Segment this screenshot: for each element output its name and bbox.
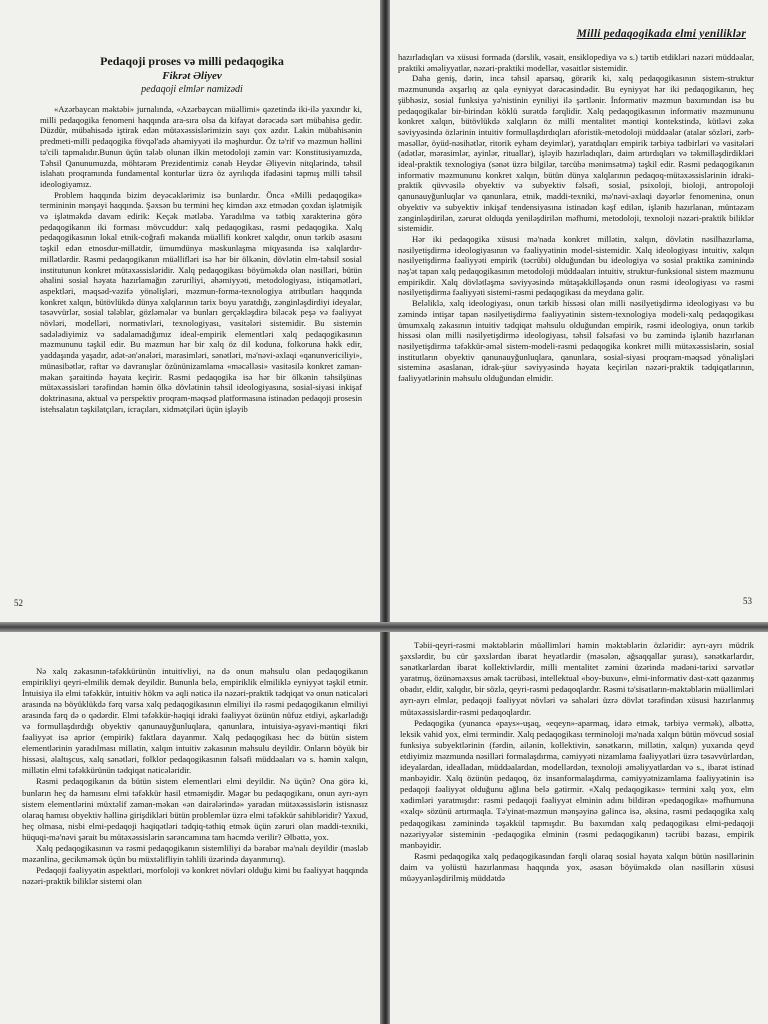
page-bottom-right xyxy=(388,630,768,1024)
article-author: Fikrət Əliyev xyxy=(162,70,222,82)
page-top-right xyxy=(388,0,768,625)
author-degree: pedaqoji elmlər namizədi xyxy=(141,84,243,95)
paragraph: «Azərbaycan məktəbi» jurnalında, «Azərbaycan müəllimi» qəzetində iki-ilə yaxındır ki, milli pedaqogika fenomeni haqqında ara-sıra olsa da kifayət dərəcədə sərt mübahisə gedir. Düzdür, mübahisədə iştirak edən mütəxəssislərimizin sayı çox azdır. Lakin mübahisənin predmeti-milli pedaqogika fövqəl'adə əhəmiyyəti ilə məşhurdur. Öz tə'rif və məzmun həllini tə'cili tapmalıdır.Bunun üçün tələb olunan ilkin metodoloji zəmin var: Konstitusiyamızda, Təhsil Qanunumuzda, möhtərəm Prezidentimiz cənab Heydər Əliyevin nitqlərində, təhsil islahatı proqramında fundamental konturlar üzrə öz ayrılıqda ifadəsini tapmış milli təhsil ideologiyamız. xyxy=(40,104,362,189)
paragraph: Təbii-qeyri-rəsmi məktəblərin müəllimləri həmin məktəblərin özləridir: ayrı-ayrı müdrik şəxslərdir, bu cür şəxslərdən ibarət heyətlərdir (məsələn, ağsaqqallar şurası), sənətkarlardır, sənətkarlardan ibarət kollektivlərdir, milli mentalitet zəmini üzərində mədəni-tarixi sərvətlər yaratmış, özünəməxsus əmək təcrübəsi, intellektual «boy-buxun», elmi-informativ dəst-xətt qazanmış obadır, eldir, xalqdır, bir sözlə, qeyri-rəsmi pedaqoqlardır. Rəsmi tə'sisatların-məktəblərin müəllimləri ayrı-ayrı elmlər, pedaqoji fəaliyyət növləri və sahələri üzrə dövlət tərəfindən xüsusi hazırlanmış mütəxəssislərdir-rəsmi pedaqoqlardır. xyxy=(400,640,754,717)
paragraph: Beləliklə, xalq ideologiyası, onun tərkib hissəsi olan milli nəsilyetişdirmə ideologiyası və bu zəmində intişar tapan nəsilyetişdirmə fəaliyyətinin sistem-texnologiya modeli-xalq pedaqogikası ümumxalq zəkasının intuitiv tədqiqat məhsulu olduğundan empirik, rəsmi ideologiya, onun tərkib hissəsi olan milli nəsilyetişdirmə ideologiyası, təhsil fəlsəfəsi və bu zəmində işlənib hazırlanan nəsilyetişdirmə təfəkkür-əməl sistem-modeli-rəsmi pedaqogika konkret milli mütəxəssislərin, sosial institutların obyektiv qanunauyğunluqlara, qanunlara, sosial-siyasi proqram-məqsəd yönəlişləri sisteminə əsaslanan, idrak-şüur səviyyəsində həyata keçirilən nəzəri-praktik tədqiqatlarının, fəaliyyətlərinin məhsulu olduğundan elmidir. xyxy=(398,298,754,384)
page-number: 53 xyxy=(743,596,752,606)
paragraph: Problem haqqında bizim deyəcəklərimiz isə bunlardır. Öncə «Milli pedaqogika» termininin mənşəyi haqqında. Şəxsən bu termini heç kimdən əxz etmədən çoxdan işlətmişik və işlətməkdə davam edirik: Keçək mətləbə. Yaradılma və tətbiq xarakterinə görə pedaqogikanın iki forması mövcuddur: xalq pedaqogikası, rəsmi pedaqogika. Xalq pedaqogikasının lokal etnik-coğrafi məkanda müəllifi konkret xalqdır, onun tərkib əsasını təşkil edən etnosdur-millətdir, ümumdünya məskunlaşma miqyasında isə xalqlardır-millətlərdir. Rəsmi pedaqogikanın müəllifləri isə hər bir ölkənin, dövlətin elm-təhsil sosial institutunun konkret mütəxəssisləridir. Xalq pedaqogikası böyüməkdə olan nəsilləri, bütün əhalini sosial həyata hazırlamağın zəruriliyi, əhəmiyyəti, metodologiyası, istiqamətləri, aspektləri, məqsəd-vəzifə yönəlişləri, məzmun-forma-texnologiya atributları haqqında konkret xalqın, bütövlükdə dünya xalqlarının tarix boyu yaratdığı, zənginləşdirdiyi ideyalar, təsəvvürlər, sosial tələblər, gözləmələr və bunları gerçəkləşdirə biləcək peşə və fəaliyyət növləri, modelləri, normativləri, texnologiyası, vasitələri sistemidir. Bu sistemin sadələdiyimiz və sadalamadığımız ideal-empirik elementləri xalq pedaqogikasının məzmununu təşkil edir. Bu məzmun hər bir xalq öz dil koduna, folkoruna həkk edir, yaddaşında yaşadır, adət-ən'ənələri, mərasimləri, sənətləri, mə'nəvi-əxlaqi «qanunvericiliyi», münasibətlər, rəftar və davranışlar özününizamlama «məcəlləsi» vasitəsilə konkret zaman-məkan şəraitində həyata keçirir. Rəsmi pedaqogika isə hər bir ölkənin təhsilşünas mütəxəssisləri tərəfindən həmin ölkə dövlətinin təhsil ideologiyasına, sosial-siyasi inkişaf doktrinasına, aktual və perspektiv proqram-məqsəd platformasına istinadən pedaqoji prosesin istehsalatın təşkilatçıları, icraçıları, xidmətçiləri üçün işləyib xyxy=(40,189,362,414)
paragraph: Nə xalq zəkasının-təfəkkürünün intuitivliyi, nə də onun məhsulu olan pedaqogikanın empirikliyi qeyri-elmilik demək deyildir. Bununla belə, empiriklik elmiliklə eyniyyət təşkil etmir. İntuisiya ilə elmi təfəkkür, intuitiv hökm və əqli nəticə ilə nəzəri-praktik tədqiqat və onun nəticələri arasında nə böyüklükdə fərq varsa xalq pedaqogikasının elmiliyi ilə rəsmi pedaqogikanın elmiliyi arasında fərq də o qədərdir. Elmi təfəkkür-həqiqi idraki fəaliyyət özünün nüfuz etdiyi, aşkarladığı və formullaşdırdığı obyektiv qanunauyğunluqlara, qanunlara, intuisiya-əşyavi-məntiqi fikri fəaliyyət isə aprior (empirik) faktlara dayanmır. Xalq pedaqogikası hec də bütün sistem elementlərinin yaradılması millətin, xalqın intuitiv zəkasının məhsulu deyildir. Onların böyük bir hissəsi, əlaltışcus, xalq sənətləri, folklor pedaqogikasının fəlsəfi müddəaları və s. həmin xalqın, millətin elmi təfəkkürünün tədqiqat nəticələridir. xyxy=(22,666,368,776)
scan-seam xyxy=(0,622,768,632)
paragraph: Rəsmi pedaqogika xalq pedaqogikasından fərqli olaraq sosial həyata xalqın bütün nəsillərinin daim və yolüstü hazırlanması haqqında yox, əsasən böyüməkdə olan nəsillərin xüsusi müəyyənləşdirilmiş müddətdə xyxy=(400,850,754,883)
running-head: Milli pedaqogikada elmi yeniliklər xyxy=(576,28,746,40)
body-text xyxy=(398,52,754,384)
page-top-left xyxy=(0,0,384,625)
body-text xyxy=(400,640,754,884)
body-text xyxy=(40,104,362,414)
page-bottom-left xyxy=(0,630,384,1024)
body-text xyxy=(22,666,368,887)
paragraph: Pedaqogika (yunanca «pays»-uşaq, «eqeyn»-aparmaq, idarə etmək, tərbiyə vermək), əlbəttə, leksik vahid yox, elmi termindir. Xalq pedaqogikası terminoloji mə'nada xalqın bütün mövcud sosial funksiya subyektlərinin (fərdin, ailənin, kollektivin, sənətkarın, millətin, xalqın) yuxarıda qeyd etdiyimiz məzmunda nəsilləri formalaşdırma, cəmiyyəti nizamlama fəaliyyətləri üzrə təsəvvürlərdən, ideyalardan, idealladan, müddəalardan, modellərdən, texnoloji əməliyyatlardan və s., ibarət istinad mənbəyidir. Xalq özünün pedaqoq, öz insanformalaşdırma, cəmiyyətnizamlama fəaliyyətinin isə pedaqoji fəaliyyət olduğunu ağlına belə gətirmir. «Xalq pedaqogikası» termini xalq yox, elm xadimləri yaratmışdır: rəsmi pedaqoji fəaliyyət elminin adını bildirən «pedaqogika» məfhumuna «xalq» sözünü artırmaqla. Tə'yinat-məzmun mənşəyinə gəlincə isə, əksinə, rəsmi pedaqogika xalq pedaqogikası zəminində təşəkkül tapmışdır. Bu baxımdan xalq pedaqogikası elmi-pedaqoji nəzəriyyələr sisteminin -pedaqogika elminin (rəsmi pedaqogikanın) təcrübi bazası, empirik mənbəyidir. xyxy=(400,717,754,850)
paragraph: Daha geniş, dərin, incə təhsil aparsaq, görərik ki, xalq pedaqogikasının sistem-struktur məzmununda əxşarlıq az qala eyniyyət dərəcəsindədir. Bu eyniyyət hər iki pedaqogikanın, heç şübhəsiz, sosial funksiya yə'nistinin eyniliyi ilə şərtlənir. İnformativ məzmun baxımından isə bu pedaqogikalar bir-birindən köklü surətdə fərqlidir. Xalq pedaqogikasının informativ məzmununu konkret xalqın, bütövlükdə xalqların öz milli mentalitet məntiqi kontekstində, kütləvi zəka səviyyəsində özlərinin intuitiv formullaşdırdıqları aforistik-metodoloji müddəalar (atalar sözləri, zərb-məsəllər, öyüd-nəsihətlər, ritorik eyham deyimlər), yaratdıqları empirik tərbiyə tədbirləri və vasitələri (adətlər, mərasimlər, ayinlər, rituallar), işləyib hazırladıqları, daim artırdıqları və təkmilləşdirdikləri ideal-praktik texnologiya (sənət üzrə bilgilər, tərcübə mənimsətmə) təşkil edir. Rəsmi pedaqogikanın informativ məzmununu konkret xalqın, bütün dünya xalqlarının pedaqoq-mütəxəssislərinin idraki-praktik qüvvəsilə obyektiv və subyektiv fəlsəfi, sosial, psixoloji, bioloji, antropoloji qanunauyğunluqlar və qanunlara, etnik, maddi-texniki, mə'nəvi-əxlaqi dəyərlər fenomeninə, onun obyektiv və subyektiv inkişaf tendensiyasına istinadən kəşf edilən, işlənib hazırlanan, müntəzəm zənginləşdirilən, zərurət olduqda yeniləşdirilən məfhumi, metodoloji, texnoloji nəzəri-praktik biliklər sistemidir. xyxy=(398,73,754,234)
paragraph: Hər iki pedaqogika xüsusi mə'nada konkret millətin, xalqın, dövlətin nəsilhazırlama, nəsilyetişdirmə ideologiyasının və fəaliyyətinin model-sistemidir. Xalq ideologiyası intuitiv, xalqın nəsilyetişdirmə fəaliyyəti empirik (təcrübi) olduğundan bu ideologiya və sosial praktika zəminində nəş'ət tapan xalq pedaqogikasının metodoloji müddəaları intuitiv, struktur-funksional sistem məzmunu empirikdir. Xalq dövlətləşmə səviyyəsində mütəşəkkilləşəndə onun rəsmi ideologiyası və rəsmi nəsilyetişdirmə fəaliyyəti sistemi-rəsmi pedaqogikası da meydana gəlir. xyxy=(398,233,754,298)
paragraph: Pedaqoji fəaliyyətin aspektləri, morfoloji və konkret növləri olduğu kimi bu fəaliyyət haqqında nəzəri-praktik biliklər sistemi olan xyxy=(22,864,368,886)
paragraph: hazırladıqları və xüsusi formada (dərslik, vəsait, ensiklopediya və s.) tərtib etdikləri nəzəri müddəalar, praktiki əməliyyatlar, nəzəri-praktiki modellər, vəsaitlər sistemidir. xyxy=(398,52,754,73)
page-number: 52 xyxy=(14,598,23,608)
book-spine-shadow xyxy=(380,0,390,1024)
paragraph: Xalq pedaqogikasının və rəsmi pedaqogikanın sistemliliyi də bərabər mə'nalı deyildir (məsləb məzənlinə, gecikməmək üçün bu müxtəlifliyin təhlili üzərində dayanmırıq). xyxy=(22,842,368,864)
article-title: Pedaqoji proses və milli pedaqogika xyxy=(100,54,284,68)
paragraph: Rəsmi pedaqogikanın da bütün sistem elementləri elmi deyildir. Nə üçün? Ona görə ki, bunların heç də hamısını elmi təfəkkür hasil etməmişdir. Məgər bu pedaqogikanı, onun ayrı-ayrı sistem elementlərini müxtəlif zaman-məkan «ən dairələrində» yaradan mütəxəssislərin istisnasız olaraq hamısı obyektiv həllinə girişdikləri bütün problemlər üzrə elmi təfəkkür sahibləridir? Yaxud, heç olmasa, nisbi elmi-pedaqoji həqiqətləri tədqiq-təthiq etmək üçün zəruri olan maddi-texniki, hüquqi-mə'nəvi şərait bu mütəxəssislərin sərəncamına tam həcmdə verilir? Əlbəttə, yox. xyxy=(22,776,368,842)
